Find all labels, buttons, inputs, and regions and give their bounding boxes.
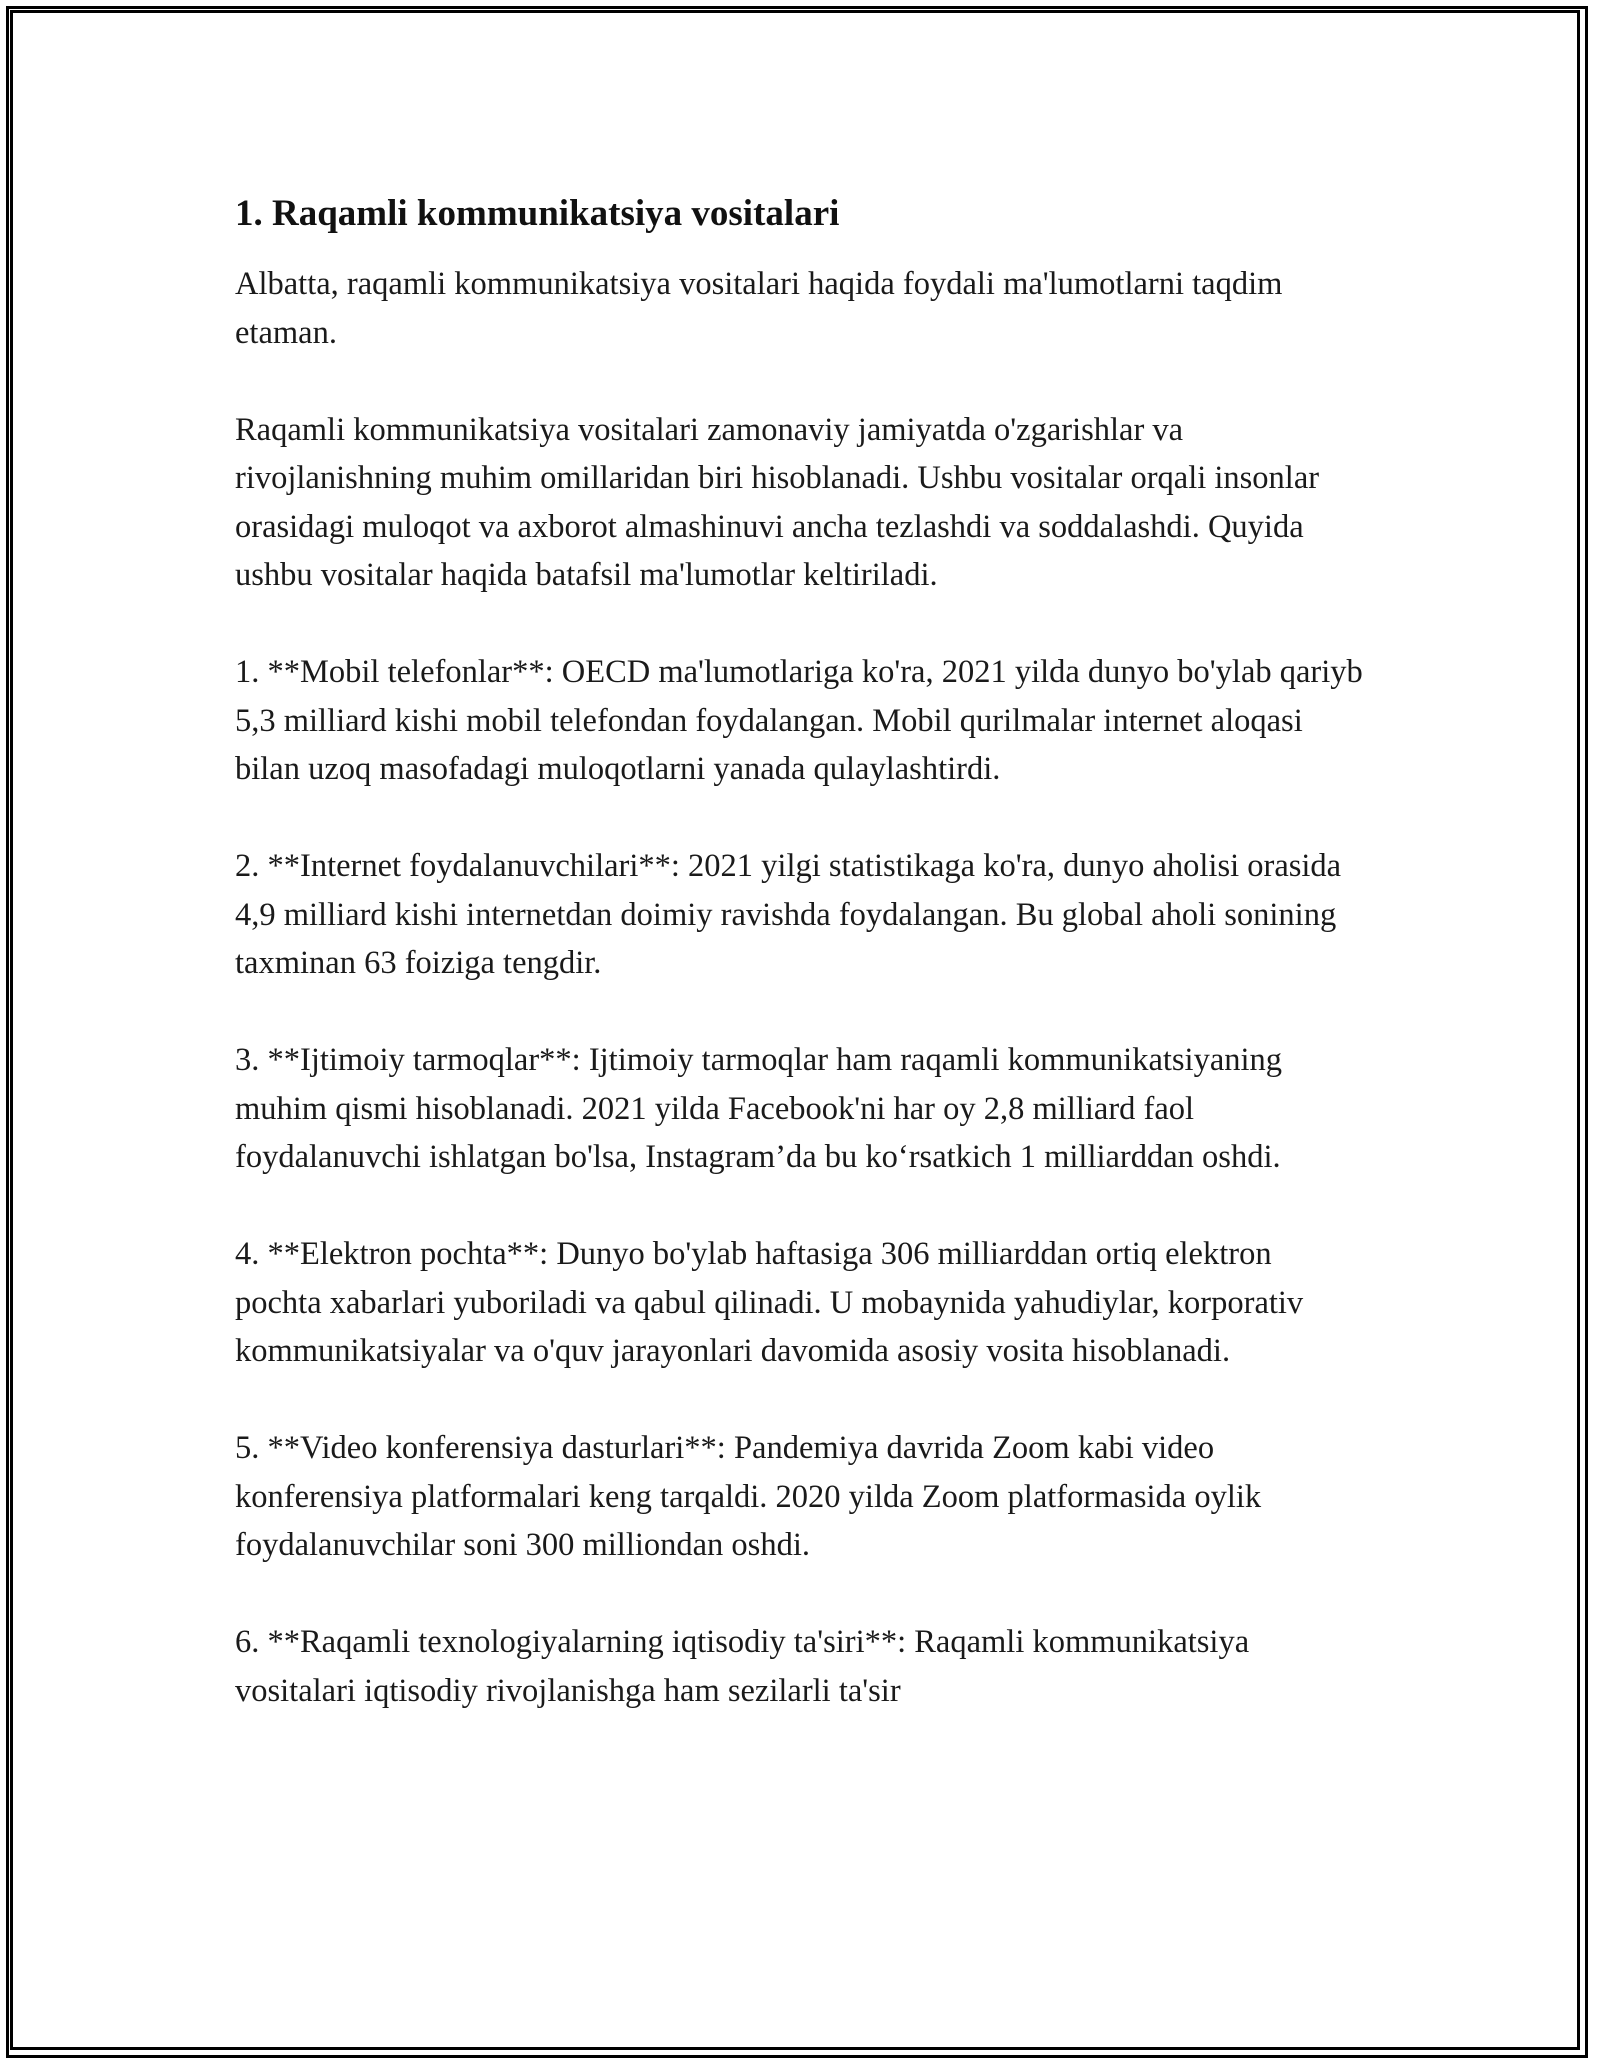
overview-paragraph: Raqamli kommunikatsiya vositalari zamonaviy jamiyatda o'zgarishlar va rivojlanishning muhim omillaridan biri hisoblanadi. Ushbu vositalar orqali insonlar orasidagi muloqot va axborot almashinuvi ancha tezlashdi va soddalashdi. Quyida ushbu vositalar haqida batafsil ma'lumotlar keltiriladi. [235,411,1320,593]
mobile-phones-paragraph: 1. **Mobil telefonlar**: OECD ma'lumotlariga ko'ra, 2021 yilda dunyo bo'ylab qariyb 5,3 milliard kishi mobil telefondan foydalangan. Mobil qurilmalar internet aloqasi bilan uzoq masofadagi muloqotlarni yanada qulaylashtirdi. [235,654,1363,787]
social-networks-paragraph: 3. **Ijtimoiy tarmoqlar**: Ijtimoiy tarmoqlar ham raqamli kommunikatsiyaning muhim qismi hisoblanadi. 2021 yilda Facebook'ni har oy 2,8 milliard faol foydalanuvchi ishlatgan bo'lsa, Instagram’da bu ko‘rsatkich 1 milliarddan oshdi. [235,1042,1283,1175]
email-paragraph: 4. **Elektron pochta**: Dunyo bo'ylab haftasiga 306 milliarddan ortiq elektron pochta xabarlari yuboriladi va qabul qilinadi. U mobaynida yahudiylar, korporativ kommunikatsiyalar va o'quv jarayonlari davomida asosiy vosita hisoblanadi. [235,1236,1304,1369]
internet-users-paragraph: 2. **Internet foydalanuvchilari**: 2021 yilgi statistikaga ko'ra, dunyo aholisi orasida 4,9 milliard kishi internetdan doimiy ravishda foydalangan. Bu global aholi sonining taxminan 63 foiziga tengdir. [235,848,1342,981]
intro-paragraph: Albatta, raqamli kommunikatsiya vositalari haqida foydali ma'lumotlarni taqdim etaman. [235,266,1283,351]
document-body [235,188,1365,1715]
video-conferencing-paragraph: 5. **Video konferensiya dasturlari**: Pandemiya davrida Zoom kabi video konferensiya platformalari keng tarqaldi. 2020 yilda Zoom platformasida oylik foydalanuvchilar soni 300 milliondan oshdi. [235,1430,1262,1563]
section-heading: 1. Raqamli kommunikatsiya vositalari [235,193,840,234]
economic-impact-paragraph: 6. **Raqamli texnologiyalarning iqtisodiy ta'siri**: Raqamli kommunikatsiya vositalari iqtisodiy rivojlanishga ham sezilarli ta'sir [235,1624,1250,1709]
